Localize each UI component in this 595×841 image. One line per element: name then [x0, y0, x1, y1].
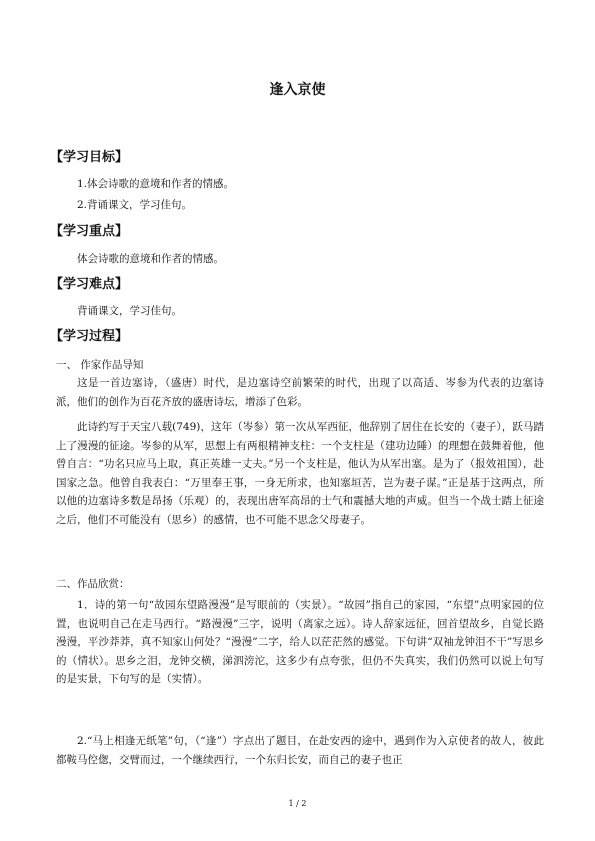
goal-item-2: 2.背诵课文，学习佳句。: [77, 199, 193, 211]
part2-paragraph-1: 1．诗的第一句“故园东望路漫漫”是写眼前的（实景）。“故园”指自己的家园，“东望”点明家园的位置，也说明自己在走马西行。“路漫漫”三字，说明（离家之远）。诗人辞家远征，回首望故乡，自觉长路漫漫，平沙莽莽，真不知家山何处？“漫漫”二字，给人以茫茫然的感觉。下句讲“双袖龙钟泪不干”写思乡的（情状）。思乡之泪，龙钟交横，涕泗滂沱，这多少有点夸张，但仍不失真实，我们仍然可以说上句写的是实景，下句写的是（实情）。: [56, 599, 544, 686]
difficulty-text: 背诵课文，学习佳句。: [77, 305, 182, 317]
part2-title: 二、作品欣赏：: [56, 578, 130, 590]
page-number: 1 / 2: [288, 799, 307, 808]
goal-item-1: 1.体会诗歌的意境和作者的情感。: [77, 178, 235, 190]
part1-paragraph-1: 这是一首边塞诗，（盛唐）时代，是边塞诗空前繁荣的时代，出现了以高适、岑参为代表的边塞诗派，他们的创作为百花齐放的盛唐诗坛，增添了色彩。: [56, 377, 544, 408]
focus-heading: 【学习重点】: [50, 224, 129, 239]
focus-text: 体会诗歌的意境和作者的情感。: [77, 253, 224, 265]
part1-title: 一、 作家作品导知: [56, 359, 144, 371]
page-title: 逢入京使: [269, 82, 326, 98]
difficulty-heading: 【学习难点】: [50, 277, 129, 292]
goals-heading: 【学习目标】: [50, 150, 129, 165]
part2-paragraph-2: 2.“马上相逢无纸笔”句，（“逢”）字点出了题目，在赴安西的途中，遇到作为入京使者的故人，彼此都鞍马倥偬，交臂而过，一个继续西行，一个东归长安，而自己的妻子也正: [56, 735, 544, 766]
process-heading: 【学习过程】: [50, 329, 129, 344]
part1-paragraph-2: 此诗约写于天宝八载(749)，这年（岑参）第一次从军西征，他辞别了居住在长安的（妻子），跃马踏上了漫漫的征途。岑参的从军，思想上有两根精神支柱：一个支柱是（建功边陲）的理想在鼓舞着他，他曾自言：“功名只应马上取，真正英雄一丈夫。”另一个支柱是，他认为从军出塞。是为了（报效祖国），赴国家之急。他曾自我表白：“万里奉王事，一身无所求，也知塞垣苦，岂为妻子谋。”正是基于这两点，所以他的边塞诗多数是昂扬（乐观）的，表现出唐军高昂的士气和震撼大地的声威。但当一个战士踏上征途之后，他们不可能没有（思乡）的感情，也不可能不思念父母妻子。: [56, 421, 544, 526]
